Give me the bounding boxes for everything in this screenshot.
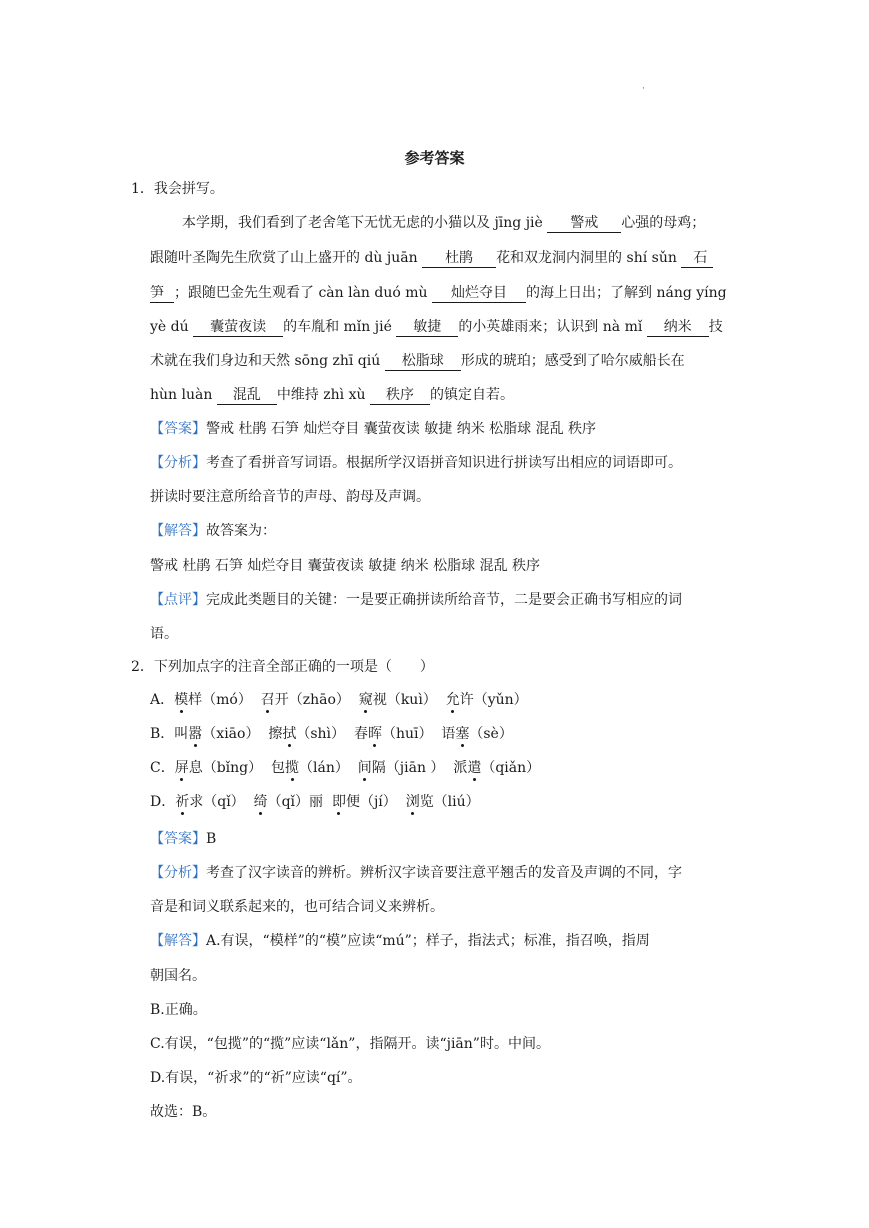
q1-line-1 [182, 213, 705, 233]
text: 的海上日出；了解到 náng yíng [526, 285, 727, 301]
fill-blank: 石 [681, 249, 713, 268]
text: 花和双龙洞内洞里的 shí sǔn [496, 250, 682, 266]
analysis-text: 考查了汉字读音的辨析。辨析汉字读音要注意平翘舌的发音及声调的不同，字 [206, 865, 682, 881]
option-label: A． [150, 692, 175, 708]
text: （sè） [469, 726, 513, 742]
text: 息（bǐng） [188, 760, 263, 776]
text: 的车胤和 mǐn jié [283, 319, 397, 335]
q1-line-2 [150, 248, 713, 268]
text: （huī） [381, 726, 433, 742]
q2-analysis-cont: 音是和词义联系起来的，也可结合词义来辨析。 [150, 899, 444, 915]
comment-text: 完成此类题目的关键：一是要正确拼读所给音节，二是要会正确书写相应的词 [206, 592, 682, 608]
q1-line-4 [150, 317, 723, 337]
q2-solution-line-6: 故选：B。 [150, 1104, 217, 1120]
text: 便（jí） [345, 794, 397, 810]
q1-solution-answer: 警戒 杜鹃 石笋 灿烂夺目 囊萤夜读 敏捷 纳米 松脂球 混乱 秩序 [150, 558, 541, 574]
analysis-tag: 【分析】 [150, 865, 206, 881]
comment-tag: 【点评】 [150, 592, 206, 608]
solution-text: A.有误，“模样”的“模”应读“mú”；样子，指法式；标准，指召唤，指周 [206, 933, 650, 949]
text: 春 [353, 726, 368, 742]
solution-tag: 【解答】 [150, 523, 206, 539]
dotted-char: 屏 [174, 760, 189, 776]
text: 包 [271, 760, 286, 776]
text: 的小英雄雨来；认识到 nà mǐ [458, 319, 647, 335]
q1-heading: 1．我会拼写。 [131, 181, 224, 197]
text: 样（mó） [188, 692, 252, 708]
fill-blank: 松脂球 [385, 352, 461, 371]
q1-line-5 [150, 351, 685, 371]
fill-blank: 警戒 [547, 214, 621, 233]
dotted-char: 召 [260, 692, 275, 708]
page-title: 参考答案 [404, 149, 465, 167]
q2-option-a [150, 690, 528, 710]
q1-comment [150, 590, 682, 610]
dotted-char: 塞 [455, 726, 470, 742]
text: 叫 [174, 726, 189, 742]
q2-solution-line-4: C.有误，“包揽”的“揽”应读“lǎn”，指隔开。读“jiān”时。中间。 [150, 1036, 550, 1052]
q2-solution-line-2: 朝国名。 [150, 968, 206, 984]
q2-heading: 2．下列加点字的注音全部正确的一项是（ ） [131, 659, 434, 675]
dotted-char: 祈 [175, 794, 190, 810]
fill-blank: 笋 [150, 284, 174, 303]
text: 擦 [268, 726, 283, 742]
dotted-char: 揽 [285, 760, 300, 776]
q2-option-c [150, 758, 540, 778]
q2-option-b [150, 724, 513, 744]
answer-text: B [206, 831, 217, 847]
dotted-char: 窥 [358, 692, 373, 708]
text: 心强的母鸡； [621, 215, 706, 231]
answer-tag: 【答案】 [150, 831, 206, 847]
dotted-char: 晖 [367, 726, 382, 742]
q1-comment-cont: 语。 [150, 626, 178, 642]
text: 术就在我们身边和天然 sōng zhī qiú [150, 353, 385, 369]
text: （shì） [296, 726, 346, 742]
text: （qiǎn） [481, 760, 541, 776]
option-label: C． [150, 760, 175, 776]
text: 的镇定自若。 [429, 387, 514, 403]
corner-mark: · [642, 84, 645, 94]
fill-blank: 混乱 [217, 386, 277, 405]
text: hùn luàn [150, 387, 217, 403]
q1-answer [150, 419, 596, 439]
analysis-text: 考查了看拼音写词语。根据所学汉语拼音知识进行拼读写出相应的词语即可。 [206, 455, 682, 471]
text: 中维持 zhì xù [276, 387, 370, 403]
solution-text: 故答案为： [206, 523, 276, 539]
option-label: D． [150, 794, 176, 810]
dotted-char: 拭 [282, 726, 297, 742]
text: （lán） [299, 760, 349, 776]
answer-text: 警戒 杜鹃 石笋 灿烂夺目 囊萤夜读 敏捷 纳米 松脂球 混乱 秩序 [206, 421, 597, 437]
q2-solution-line-3: B.正确。 [150, 1002, 207, 1018]
text: ；跟随巴金先生观看了 càn làn duó mù [174, 285, 432, 301]
text: 派 [453, 760, 468, 776]
text: yè dú [150, 319, 194, 335]
q1-line-3 [150, 283, 727, 303]
q1-analysis [150, 453, 682, 473]
text: 形成的琥珀；感受到了哈尔威船长在 [460, 353, 685, 369]
fill-blank: 杜鹃 [422, 249, 496, 268]
q2-solution-line-5: D.有误，“祈求”的“祈”应读“qí”。 [150, 1070, 362, 1086]
dotted-char: 浏 [405, 794, 420, 810]
q2-analysis [150, 863, 682, 883]
dotted-char: 绮 [253, 794, 268, 810]
q1-line-6 [150, 385, 514, 405]
dotted-char: 即 [331, 794, 346, 810]
solution-tag: 【解答】 [150, 933, 206, 949]
text: 语 [441, 726, 456, 742]
text: 开（zhāo） [274, 692, 350, 708]
analysis-tag: 【分析】 [150, 455, 206, 471]
dotted-char: 间 [357, 760, 372, 776]
text: 本学期，我们看到了老舍笔下无忧无虑的小猫以及 jīng jiè [182, 215, 548, 231]
q2-solution [150, 931, 650, 951]
text: 许（yǔn） [459, 692, 528, 708]
q1-solution [150, 521, 276, 541]
answer-tag: 【答案】 [150, 421, 206, 437]
dotted-char: 允 [445, 692, 460, 708]
q1-analysis-cont: 拼读时要注意所给音节的声母、韵母及声调。 [150, 489, 430, 505]
option-label: B． [150, 726, 175, 742]
dotted-char: 模 [174, 692, 189, 708]
fill-blank: 囊萤夜读 [193, 318, 283, 337]
text: 视（kuì） [372, 692, 437, 708]
text: （qǐ）丽 [267, 794, 324, 810]
fill-blank: 灿烂夺目 [432, 284, 526, 303]
text: 览（liú） [419, 794, 480, 810]
fill-blank: 秩序 [370, 386, 430, 405]
text: 求（qǐ） [189, 794, 245, 810]
fill-blank: 敏捷 [396, 318, 458, 337]
q2-option-d [150, 792, 480, 812]
text: 技 [708, 319, 723, 335]
fill-blank: 纳米 [647, 318, 709, 337]
text: （xiāo） [202, 726, 260, 742]
q2-answer [150, 829, 216, 849]
dotted-char: 遣 [467, 760, 482, 776]
text: 跟随叶圣陶先生欣赏了山上盛开的 dù juān [150, 250, 423, 266]
dotted-char: 嚣 [188, 726, 203, 742]
text: 隔（jiān ） [371, 760, 445, 776]
